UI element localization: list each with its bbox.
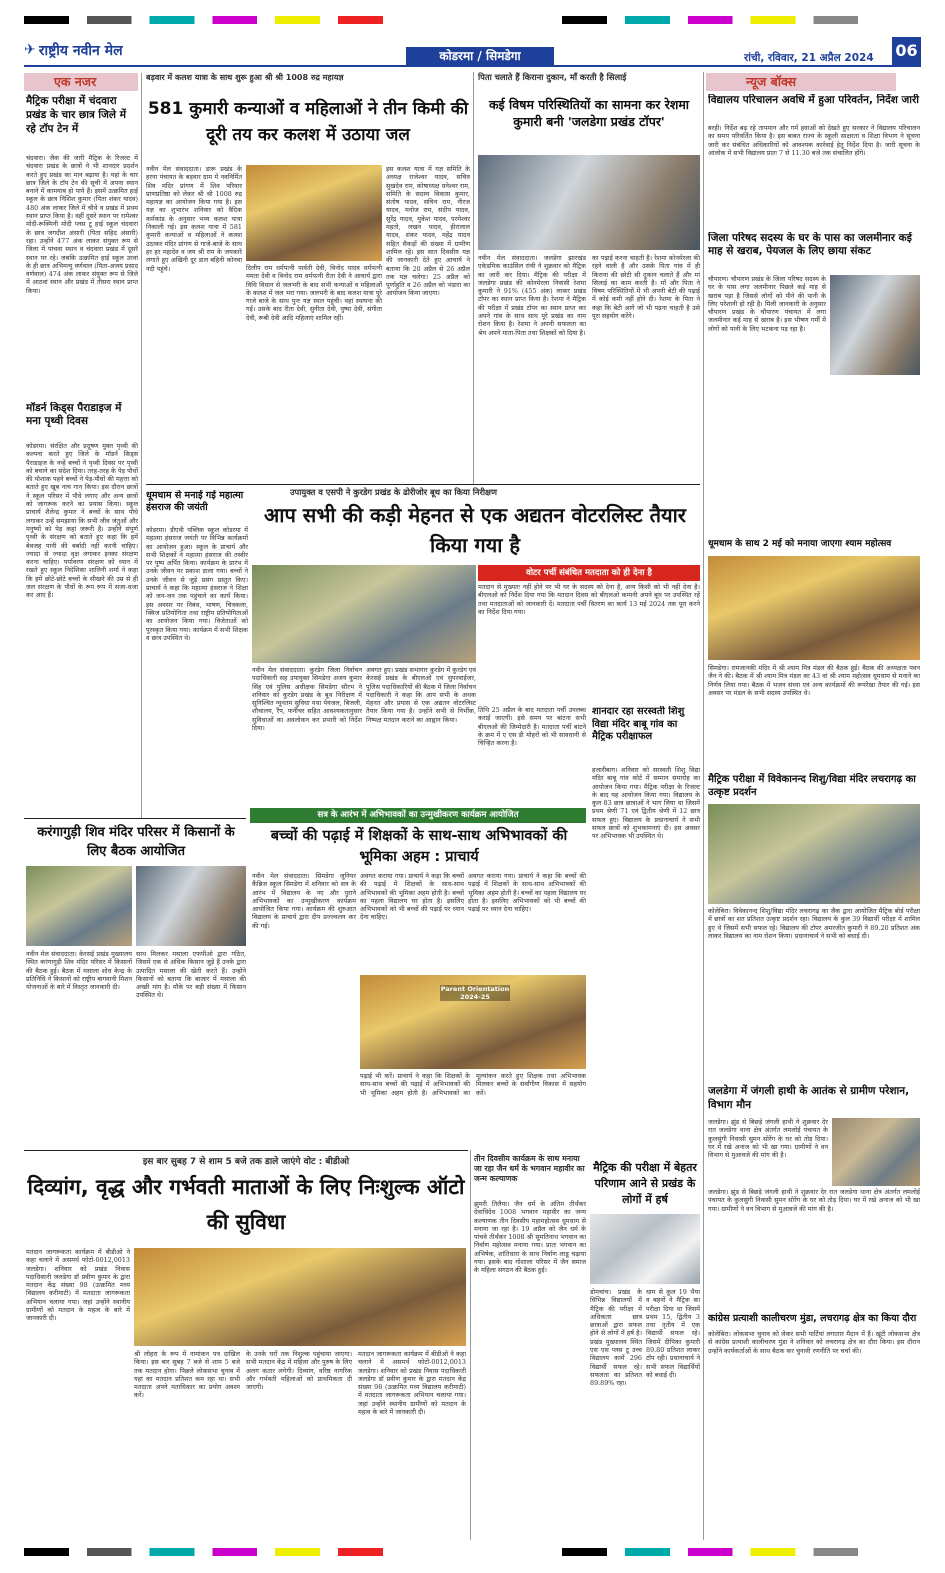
kalash-body-col3: इस कलश यात्रा में यज्ञ समिति के अध्यक्ष राजेश्वर यादव, सचिव सुखदेव राम, कोषाध्यक्ष धनेश्वर राम, समिति के सदस्य विकास कुमार, संतोष यादव, सचिन राम, नीरज यादव, मनोज राम, संदीप यादव, सुरेंद्र यादव, मुकेश यादव, परमेश्वर महतो, लखन यादव, हीरालाल यादव, शंकर यादव, महेंद्र यादव सहित सैकड़ों की संख्या में ग्रामीण शामिल रहे। इस सात दिवसीय यज्ञ की जानकारी देते हुए आचार्य ने बताया कि 20 अप्रैल से 26 अप्रैल तक यज्ञ चलेगा। 25 अप्रैल को पूर्णाहुति व 26 अप्रैल को भंडारा का आयोजन किया जाएगा।: [386, 165, 470, 298]
newsbox-s4-body: कोलेबिरा। विवेकानन्द शिशु/विद्या मंदिर लचरागढ़ का जैक द्वारा आयोजित मैट्रिक बोर्ड परीक्षा में छात्रों का शत प्रतिशत उत्कृष्ट प्रदर्शन रहा। विद्यालय के कुल 39 विद्यार्थी परीक्षा में शामिल हुए थे जिसमें सभी सफल रहे। विद्यालय की टॉपर अमरजीत कुमारी ने 89.20 प्रतिशत अंक लाकर विद्यालय का नाम रोशन किया। प्रधानाचार्य ने सभी को बधाई दी।: [708, 907, 920, 940]
shiv-body-col1: नवीन मेल संवाददाता। केरसई प्रखंड मुख्यालय स्थित करंगागुड़ी शिव मंदिर परिसर में किसानों की बैठक हुई। बैठक में मसाला शोध केन्द्र के प्रतिनिधि ने किसानों को राष्ट्रीय बागवानी मिशन योजनाओं के बारे में विस्तृत जानकारी दी।: [26, 950, 132, 992]
bottom-color-strip: [24, 1548, 921, 1556]
mahavir-body: झुमरी तिलैया। जैन धर्म के अंतिम तीर्थंकर देवाधिदेव 1008 भगवान महावीर का जन्म कल्याणक तीन दिवसीय महामहोत्सव धूमधाम से मनाया जा रहा है। 19 अप्रैल को जैन धर्म के पांचवे तीर्थंकर 1008 श्री सुमतिनाथ भगवान का निर्वाण महोत्सव मनाया गया। प्रातः भगवान का अभिषेक, शांतिधारा के साथ निर्वाण लाडू चढ़ाया गया। इसके बाद गोशाला परिसर में जैन समाज के महिला संगठन की बैठक हुई।: [474, 1200, 586, 1275]
kalash-body-col1: नवीन मेल संवाददाता। डारू प्रखंड के हरना पंचायत के बड़वार ग्राम में नवनिर्मित शिव मंदिर प्रांगण में शिव परिवार प्राणप्रतिष्ठा को लेकर श्री श्री 1008 रुद्र महायज्ञ का आयोजन किया गया है। इस यज्ञ का शुभारंभ शनिवार को वैदिक कर्मकांड के अनुसार भव्य कलश यात्रा निकाली गई। इस कलश यात्रा में 581 कुमारी कन्याओं व महिलाओं ने कलश उठाकर मंदिर प्रांगण से गाजे-बाजे के साथ हर हर महादेव व जय श्री राम के जयकारे लगाते हुए अखिनी दूर डाल बहिनी कोनवा नदी पहुंचे।: [146, 165, 242, 273]
board-title: मैट्रिक की परीक्षा में बेहतर परिणाम आने से प्रखंड के लोगों में हर्ष: [593, 1161, 697, 1206]
auto-body-col4: मतदान जागरूकता कार्यक्रम में बीडीओ ने कहा चलाने में असमर्थ फोटो-0012,0013 जलडेगा। शनिवार को प्रखंड निवास पदाधिकारी जलडेगा डॉ प्रवीण कुमार के द्वारा मतदान केंद्र संख्या 98 (उत्क्रमित मध्य विद्यालय करीमाटी) में मतदाता जागरूकता अभियान चलाया गया। जहां उन्होंने स्थानीय ग्रामीणों को मतदान के महत्व के बारे में जानकारी दी।: [358, 1350, 466, 1417]
elephant-damage-photo: [832, 1118, 920, 1186]
voter-top-rule: [250, 484, 700, 485]
bird-icon: ✈: [24, 42, 36, 58]
orientation-banner-text: Parent Orientation 2024-25: [440, 985, 510, 1001]
board-body-col2: धाम से कुल 19 भैया व बहनों ने मैट्रिक का परीक्षा दिया था जिसमें प्रथम 15, द्वितीय 3 तथा तृतीय में एक विद्यार्थी सफल रहे। जिसमें दीपिका कुमारी 89.80 प्रतिशत लाकर टॉप रही। प्रधानाचार्य ने सभी सफल विद्यार्थियों को बधाई दी।: [646, 1288, 700, 1379]
page-number: 06: [892, 37, 921, 65]
newsbox-s1-body: बरही। निर्देश बढ़ रहे तापमान और गर्म हवाओं को देखते हुए सरकार ने विद्यालय परिचालन का समय परिवर्तित किया है। इस बाबत राज्य के स्कूली साक्षरता व शिक्षा विभाग ने सूचना जारी कर संबंधित अधिकारियों को आवश्यक कार्रवाई हेतु निर्देश दिया है। जारी सूचना के आलोक में सभी विद्यालय प्रातः 7 से 11.30 बजे तक संचालित होंगे।: [708, 124, 920, 157]
newsbox-s3-body: सिमडेगा। रामजानकी मंदिर में श्री श्याम मित्र मंडल की बैठक हुई। बैठक की अध्यक्षता पवन जैन ने की। बैठक में श्री श्याम मित्र मंडल का 43 वां श्री श्याम महोत्सव धूमधाम से मनाने का निर्णय लिया गया। बैठक में भजन संध्या एवं अन्य कार्यक्रमों की रूपरेखा तैयार की गई। इस अवसर पर मंडल के सभी सदस्य उपस्थित थे।: [708, 664, 920, 697]
paper-logo: [24, 39, 194, 61]
col1-story2-title: मॉडर्न किड्स पैराडाइज में मना पृथ्वी दिवस: [26, 402, 122, 427]
col1-story2-body: कोडरमा। संरक्षित और प्रदूषण मुक्त पृथ्वी की कल्पना करते हुए जिले के मॉडर्न किड्स पैराडाइज के नन्हें बच्चों ने पृथ्वी दिवस पर पृथ्वी को बचाने का संदेश दिया। तरह-तरह के पेड़ पौधों की पोशाक पहने बच्चों ने पेड़-पौधों की महत्ता को बताते हुए खूब नाच गान किया। इस दौरान छात्रों ने स्कूल परिसर में पौधे लगाए और अन्य छात्रों को जागरूक करने का प्रयास किया। स्कूल प्राचार्य शैलेन्द्र कुमार ने बच्चों के साथ पौधे लगाकर उन्हें समझाया कि सभी जीव जंतुओं और मनुष्यों को पेड़ कहां जरूरी है। उन्होंने संपूर्ण पृथ्वी के संरक्षण को बताते हुए कहा कि हमें बेवजह पानी की बर्बादी नहीं करनी चाहिए। ज्यादा से ज्यादा वृक्ष लगाकर इनका संरक्षण करना चाहिए। पर्यावरण संरक्षण को ध्यान में रखते हुए स्कूल निदेशिका शालिनी शर्मा ने कहा कि हमें छोटे-छोटे बच्चों के सीखने की उम्र से ही जल संरक्षण के पौधों के रूप रूप में सजा-धजा कर आए हैं।: [26, 442, 138, 600]
voterlist-kicker: उपायुक्त व एसपी ने कुरडेग प्रखंड के ढोरीजोर बूथ का किया निरीक्षण: [290, 487, 497, 497]
mahavir-title: तीन दिवसीय कार्यक्रम के साथ मनाया जा रहा जैन धर्म के भगवान महावीर का जन्म कल्याणक: [474, 1154, 585, 1183]
voterlist-title: आप सभी की कड़ी मेहनत से एक अद्यतन वोटरलिस्ट तैयार किया गया है: [264, 503, 686, 557]
teachers-body-col2: अवगत कराया गया। प्राचार्य ने कहा कि बच्चों की पढ़ाई में शिक्षकों के साथ-साथ अभिभावकों की भूमिका अहम होती है। बच्चों का पहला विद्यालय घर होता है। इसलिए अभिभावकों को भी बच्चों की पढ़ाई पर ध्यान देना चाहिए।: [360, 872, 464, 922]
voterlist-subbox: वोटर पर्ची संबंधित मतदाता को ही देना है: [478, 565, 700, 581]
voterlist-body-col3: मतदान से मुख्यतः नहीं होने पर भी घर के सदस्य को देना है, अन्य किसी को भी नहीं देना है। बीएलओ को निर्देश दिया गया कि मतदान दिवस को बीएलओ कम्पनी अपने बूथ पर उपस्थित रहें तथा मतदाताओं को जानकारी दें। मतदाता पर्ची वितरण का कार्य 13 मई 2024 तक पूरा करने का निर्देश दिया गया।: [478, 583, 700, 616]
newsbox-label: न्यूज बॉक्स: [706, 73, 896, 91]
newsbox-s3-title: धूमधाम के साथ 2 मई को मनाया जाएगा श्याम महोत्सव: [708, 539, 892, 549]
newsbox-divider: [703, 72, 704, 1540]
topper-title: कई विषम परिस्थितियों का सामना कर रेशमा कुमारी बनी 'जलडेगा प्रखंड टॉपर': [488, 97, 690, 129]
auto-gathering-photo: [134, 1248, 466, 1346]
topper-family-photo: [478, 155, 700, 250]
newsbox-s5-title: जलडेगा में जंगली हाथी के आतंक से ग्रामीण परेशान, विभाग मौन: [708, 1085, 910, 1111]
topper-kicker: पिता चलाते हैं किराना दुकान, माँ करती है सिलाई: [478, 72, 627, 82]
auto-body-col2: श्री लोहरा के रूप में नामांकन पत्र दाखिल किया। इस बार सुबह 7 बजे से शाम 5 बजे तक मतदान होगा। पिछले लोकसभा चुनाव में यहां का मतदान प्रतिशत कम रहा था। सभी मतदाता अपने मताधिकार का प्रयोग अवश्य करें।: [134, 1350, 240, 1400]
teachers-body-col3: पढ़ाई भी करें। प्राचार्य ने कहा कि शिक्षकों के साथ-साथ बच्चों की पढ़ाई में अभिभावकों की भी भूमिका अहम होती है। अभिभावकों का मूल्यांकन करते हुए शिक्षक तथा अभिभावक मिलकर बच्चों के सर्वांगीण विकास में सहयोग करें।: [360, 1072, 586, 1097]
topper-body-col2: का पढ़ाई करना चाहती है। रेशमा कोनमेरला की रहने वाली है और उसके पिता गांव में ही किराना की छोटी सी दुकान चलाते हैं और मां सिलाई का काम करती है। माँ और पिता ने विषम परिस्थितियों में भी अपनी बेटी की पढ़ाई में कोई कमी नहीं होने दी। रेशमा के पिता ने कहा कि बेटी आगे जो भी पढ़ना चाहती है उसे पूरा सहयोग करेंगे।: [592, 254, 700, 321]
ek-nazar-label: एक नजर: [24, 73, 138, 91]
teachers-body-col1: नवीन मेल संवाददाता। सिमडेगा जूनियर कैंब्रिज स्कूल सिमडेगा में शनिवार को सत्र के आरंभ में विद्यालय के नए और पुराने अभिभावकों का उन्मुखीकरण कार्यक्रम आयोजित किया गया। कार्यक्रम की शुरुआत विद्यालय के प्राचार्य द्वारा दीप प्रज्ज्वलन कर की गई।: [252, 872, 356, 930]
newsbox-s5-body: जलडेगा। झुंड से बिछड़े जंगली हाथी ने शुक्रवार देर रात जलडेगा थाना क्षेत्र अंतर्गत लमलोई पंचायत के कुलसुंगी निवासी सुमन सोरेंग के घर को तोड़ दिया। घर में रखे अनाज को भी खा गया। ग्रामीणों ने वन विभाग से मुआवजे की मांग की है।: [708, 1118, 828, 1160]
newsbox-s1-title: विद्यालय परिचालन अवधि में हुआ परिवर्तन, निर्देश जारी: [708, 94, 920, 106]
voterlist-body-col4: तिथि 25 अप्रैल के बाद मतदाता पर्ची उपलब्ध कराई जाएगी। इसे समय पर बांटना सभी बीएलओ की जिम्मेदारी है। मतदाता पर्ची बांटने के क्रम में ए एस डी मोहरों को भी सावधानी से चिन्हित करना है।: [478, 706, 586, 748]
newsbox-s2-body: चौपारण। चौपारण प्रखंड के जिला परिषद सदस्य के घर के पास लगा जलमीनार पिछले कई माह से खराब पड़ा है जिससे लोगों को पीने की पानी के लिए परेशानी हो रही है। मिली जानकारी के अनुसार चौपारण प्रखंड के चौपारण पंचायत में लगा जलमीनार कई माह से खराब है। इस भीषण गर्मी में लोगों को पानी के लिए भटकना पड़ रहा है।: [708, 275, 826, 333]
board-students-photo: [590, 1214, 700, 1284]
teachers-body-col4: अवगत कराया गया। प्राचार्य ने कहा कि बच्चों की पढ़ाई में शिक्षकों के साथ-साथ अभिभावकों की भूमिका अहम होती है। बच्चों का पहला विद्यालय घर होता है। इसलिए अभिभावकों को भी बच्चों की पढ़ाई पर ध्यान देना चाहिए।: [468, 872, 586, 914]
shiv-meeting-photo: [26, 866, 132, 946]
shiv-top-rule: [24, 818, 246, 819]
teachers-title: बच्चों की पढ़ाई में शिक्षकों के साथ-साथ अभिभावकों की भूमिका अहम : प्राचार्य: [270, 828, 568, 865]
newsbox-s6-title: कांग्रेस प्रत्याशी कालीचरण मुंडा, लचरागढ़ क्षेत्र का किया दौरा: [708, 1313, 917, 1324]
hansraj-title: धूमधाम से मनाई गई महात्मा हंसराज की जयंती: [146, 490, 244, 513]
kalash-procession-photo: [246, 165, 382, 261]
topper-body-col1: नवीन मेल संवाददाता। जलडेगा झारखंड एकेडमिक काउंसिल रांची ने शुक्रवार को मैट्रिक का जारी कर दिया। मैट्रिक की परीक्षा में जलडेगा प्रखंड की कोनमेरला निवासी रेशमा कुमारी ने 91% (455 अंक) लाकर प्रखंड टॉपर का स्थान प्राप्त किया है। रेशमा ने मैट्रिक की परीक्षा में प्रखंड टॉपर का स्थान प्राप्त कर अपने गांव के साथ साथ पूरे प्रखंड का नाम रोशन किया है। रेशमा ने अपनी सफलता का श्रेय अपने माता-पिता तथा शिक्षकों को दिया है।: [478, 254, 586, 337]
shardul-title: शानदार रहा सरस्वती शिशु विद्या मंदिर बाबू गांव का मैट्रिक परीक्षाफल: [592, 706, 685, 742]
voterlist-body-col2: अवगत हुए। प्रखंड सभागार कुरडेग में कुरडेग एवं केरसई प्रखंड के बीएलओ एवं सुपरवाईजर, पुलिस पदाधिकारियों की बैठक में जिला निर्वाचन पदाधिकारी ने कहा कि आप सभी के अथक मेहनत और प्रयास से एक अद्यतन वोटरलिस्ट तैयार किया गया है। उन्होंने सभी से निर्भीक, निष्पक्ष मतदान कराने का आह्वान किया।: [366, 666, 476, 724]
newsbox-s2-title: जिला परिषद सदस्य के घर के पास का जलमीनार कई माह से खराब, पेयजल के लिए छाया संकट: [708, 232, 912, 257]
newsbox-s5-body-cont: जलडेगा। झुंड से बिछड़े जंगली हाथी ने शुक्रवार देर रात जलडेगा थाना क्षेत्र अंतर्गत लमलोई पंचायत के कुलसुंगी निवासी सुमन सोरेंग के घर को तोड़ दिया। घर में रखे अनाज को भी खा गया। ग्रामीणों ने वन विभाग से मुआवजे की मांग की है।: [708, 1188, 920, 1213]
newsbox-s4-title: मैट्रिक परीक्षा में विवेकानन्द शिशु/विद्या मंदिर लचरागढ़ का उत्कृष्ट प्रदर्शन: [708, 774, 916, 798]
col1-divider: [141, 73, 142, 818]
shiv-crowd-photo: [136, 866, 246, 946]
voterlist-body-col1: नवीन मेल संवाददाता। कुरडेग जिला निर्वाचन पदाधिकारी सह उपायुक्त सिमडेगा अजय कुमार सिंह एवं पुलिस अधीक्षक सिमडेगा सौरभ ने शनिवार को कुरडेग प्रखंड के बूथ निरीक्षण में सुनिश्चित न्यूनतम सुविधा यथा पेयजल, बिजली, शौचालय, रैंप, फर्नीचर सहित आवश्यकतानुसार सुविधाओं का अवलोकन कर प्रभारी को निर्देश दिया।: [252, 666, 362, 733]
kalash-body-col2: दिलीप राम धर्मपत्नी पार्वती देवी, विनोद यादव धर्मपत्नी ममता देवी व विनोद राम धर्मपत्नी रीता देवी ने आचार्य द्वारा विधि विधान से जलभरी के बाद सभी कन्याओं व महिलाओं के कलश में जल भरा गया। जलभरी के बाद कलश यात्रा पूरे गाजे बाजे के साथ पुनः यज्ञ स्थल पहुंची। वहां स्थापना की गई। उसके बाद रीता देवी, सुनीता देवी, पुष्पा देवी, संगीता देवी, रूबी देवी आदि महिलाएं शामिल रहीं।: [246, 264, 382, 322]
auto-title: दिव्यांग, वृद्ध और गर्भवती माताओं के लिए निःशुल्क ऑटो की सुविधा: [27, 1175, 465, 1234]
shiv-body-col2: साथ मिलकर मसाला एफपीओ द्वारा गठित, जिसमें एक से अधिक किसान जुड़े हैं उनके द्वारा उत्पादित मसाला की खेती करते हैं। उन्होंने किसानों को बताया कि बाजार में मसाला की अच्छी मांग है। मौके पर बड़ी संख्या में किसान उपस्थित थे।: [136, 950, 246, 1000]
masthead: [24, 33, 921, 67]
board-body-col1: डोमचांच। प्रखंड के विभिन्न विद्यालयों में मैट्रिक की परीक्षा में अधिकतर छात्र छात्राओं द्वारा सफल होने से लोगों में हर्ष है। प्रखंड मुख्यालय स्थित एस एस प्लस टू उच्च विद्यालय कामें 296 विद्यार्थी सफल रहे। सफलता का प्रतिशत 89.89% रहा।: [590, 1288, 642, 1388]
teachers-banner: सत्र के आरंभ में अभिभावकों का उन्मुखीकरण कार्यक्रम आयोजित: [250, 808, 586, 823]
topper-divider: [473, 72, 474, 484]
auto-kicker: इस बार सुबह 7 से शाम 5 बजे तक डाले जाएंगे वोट : बीडीओ: [142, 1157, 350, 1167]
section-name: कोडरमा / सिमडेगा: [406, 47, 554, 65]
teachers-orientation-photo: [360, 975, 586, 1069]
top-color-strip: [24, 16, 921, 24]
kalash-kicker: बड़वार में कलश यात्रा के साथ शुरू हुआ श्री श्री 1008 रुद्र महायज्ञ: [146, 73, 344, 82]
shardul-body: हजारीबाग। शनिवार को सरस्वती शिशु विद्या मंदिर बाबू गांव कोर्ट में सम्मान समारोह का आयोजन किया गया। मैट्रिक परीक्षा के रिजल्ट के बाद यह आयोजन किया गया। विद्यालय के कुल 83 छात्र छात्राओं ने भाग लिया था जिसमें प्रथम श्रेणी 71 एवं द्वितीय श्रेणी में 12 छात्र सफल हुए। विद्यालय के प्रधानाचार्य ने सभी सफल छात्रों को शुभकामनाएं दी। इस अवसर पर अभिभावक भी उपस्थित थे।: [592, 766, 700, 841]
mahavir-divider: [470, 1150, 471, 1540]
shyam-mahotsav-photo: [708, 556, 920, 660]
newsbox-s6-body: कोलेबिरा। लोकसभा चुनाव को लेकर सभी पार्टियां लगातार मैदान में हैं। खूंटी लोकसभा क्षेत्र से कांग्रेस प्रत्याशी कालीचरण मुंडा ने शनिवार को लचरागढ़ क्षेत्र का दौरा किया। इस दौरान उन्होंने कार्यकर्ताओं के साथ बैठक कर चुनावी रणनीति पर चर्चा की।: [708, 1330, 920, 1355]
vivekanand-award-photo: [708, 804, 920, 904]
dateline: रांची, रविवार, 21 अप्रैल 2024: [744, 52, 874, 64]
paper-name: राष्ट्रीय नवीन मेल: [38, 42, 123, 59]
shiv-title: करंगागुड़ी शिव मंदिर परिसर में किसानों के लिए बैठक आयोजित: [37, 825, 235, 859]
auto-body-col3: के उनके घरों तक निशुल्क पहुंचाया जाएगा। सभी मतदान केंद्र में महिला और पुरुष के लिए अलग कतार लगेगी। दिव्यांग, वरिष्ठ नागरिक और गर्भवती महिलाओं को प्राथमिकता दी जाएगी।: [246, 1350, 352, 1392]
water-tower-photo: [830, 275, 920, 375]
auto-body-col1: मतदान जागरूकता कार्यक्रम में बीडीओ ने कहा चलाने में असमर्थ फोटो-0012,0013 जलडेगा। शनिवार को प्रखंड निवास पदाधिकारी जलडेगा डॉ प्रवीण कुमार के द्वारा मतदान केंद्र संख्या 98 (उत्क्रमित मध्य विद्यालय करीमाटी) में मतदाता जागरूकता अभियान चलाया गया। जहां उन्होंने स्थानीय ग्रामीणों को मतदान के महत्व के बारे में जानकारी दी।: [26, 1248, 130, 1323]
auto-top-rule: [24, 1150, 468, 1151]
kalash-title: 581 कुमारी कन्याओं व महिलाओं ने तीन किमी की दूरी तय कर कलश में उठाया जल: [147, 99, 469, 145]
voterlist-meeting-photo: [252, 565, 476, 663]
col1-story1-title: मैट्रिक परीक्षा में चंदवारा प्रखंड के चार छात्र जिले में रहे टॉप टेन में: [26, 95, 126, 135]
col1-story1-body: चंदवारा। जैक की जारी मैट्रिक के रिजल्ट में चंदवारा प्रखंड के छात्रों ने भी शानदार प्रदर्शन करते हुए प्रखंड का मान बढ़ाया है। यहां के चार छात्र जिले के टॉप टेन की सूची में अपना स्थान बनाने में कामयाब हो पाये हैं। इसमें उत्क्रमित हाई स्कूल के छात्र निशिश कुमार (पिता शंकर यादव) 480 अंक लाकर जिले में चौथे व प्रखंड में प्रथम स्थान प्राप्त किया है। वहीं दूसरे स्थान पर रामेश्वर मोदी-रूक्मिनी मोदी प्लस टू हाई स्कूल चंदवारा के छात्र जगदीश अंसारी (पिता सहिद अंसारी) रहा। उन्होंने 477 अंक लाकर संयुक्त रूप से जिला में पांचवा स्थान व चंदवारा प्रखंड में दूसरे स्थान पर रहे। जबकि उत्क्रमित हाई स्कूल उरवां के ही छात्र अभिमन्यु वर्णवाल (पिता-अजय प्रसाद वर्णवाल) 474 अंक लाकर संयुक्त रूप से जिले में आठवां स्थान और प्रखंड में तीसरा स्थान प्राप्त किया।: [26, 154, 138, 295]
hansraj-body: कोडरमा। डीएवी पब्लिक स्कूल कोडरमा में महात्मा हंसराज जयंती पर विभिन्न कार्यक्रमों का आयोजन हुआ। स्कूल के प्राचार्य और सभी शिक्षकों ने महात्मा हंसराज की तस्वीर पर पुष्प अर्पित किया। कार्यक्रम के प्रारंभ में उनके जीवन पर प्रकाश डाला गया। बच्चों ने उनके जीवन से जुड़े प्रसंग प्रस्तुत किए। प्राचार्य ने कहा कि महात्मा हंसराज ने शिक्षा को जन-जन तक पहुंचाने का कार्य किया। इस अवसर पर निबंध, भाषण, चित्रकला, क्विज प्रतियोगिता तथा राष्ट्रीय प्रतियोगिताओं का आयोजन किया गया। विजेताओं को पुरस्कृत किया गया। कार्यक्रम में सभी शिक्षक व छात्र उपस्थित थे।: [146, 526, 248, 642]
